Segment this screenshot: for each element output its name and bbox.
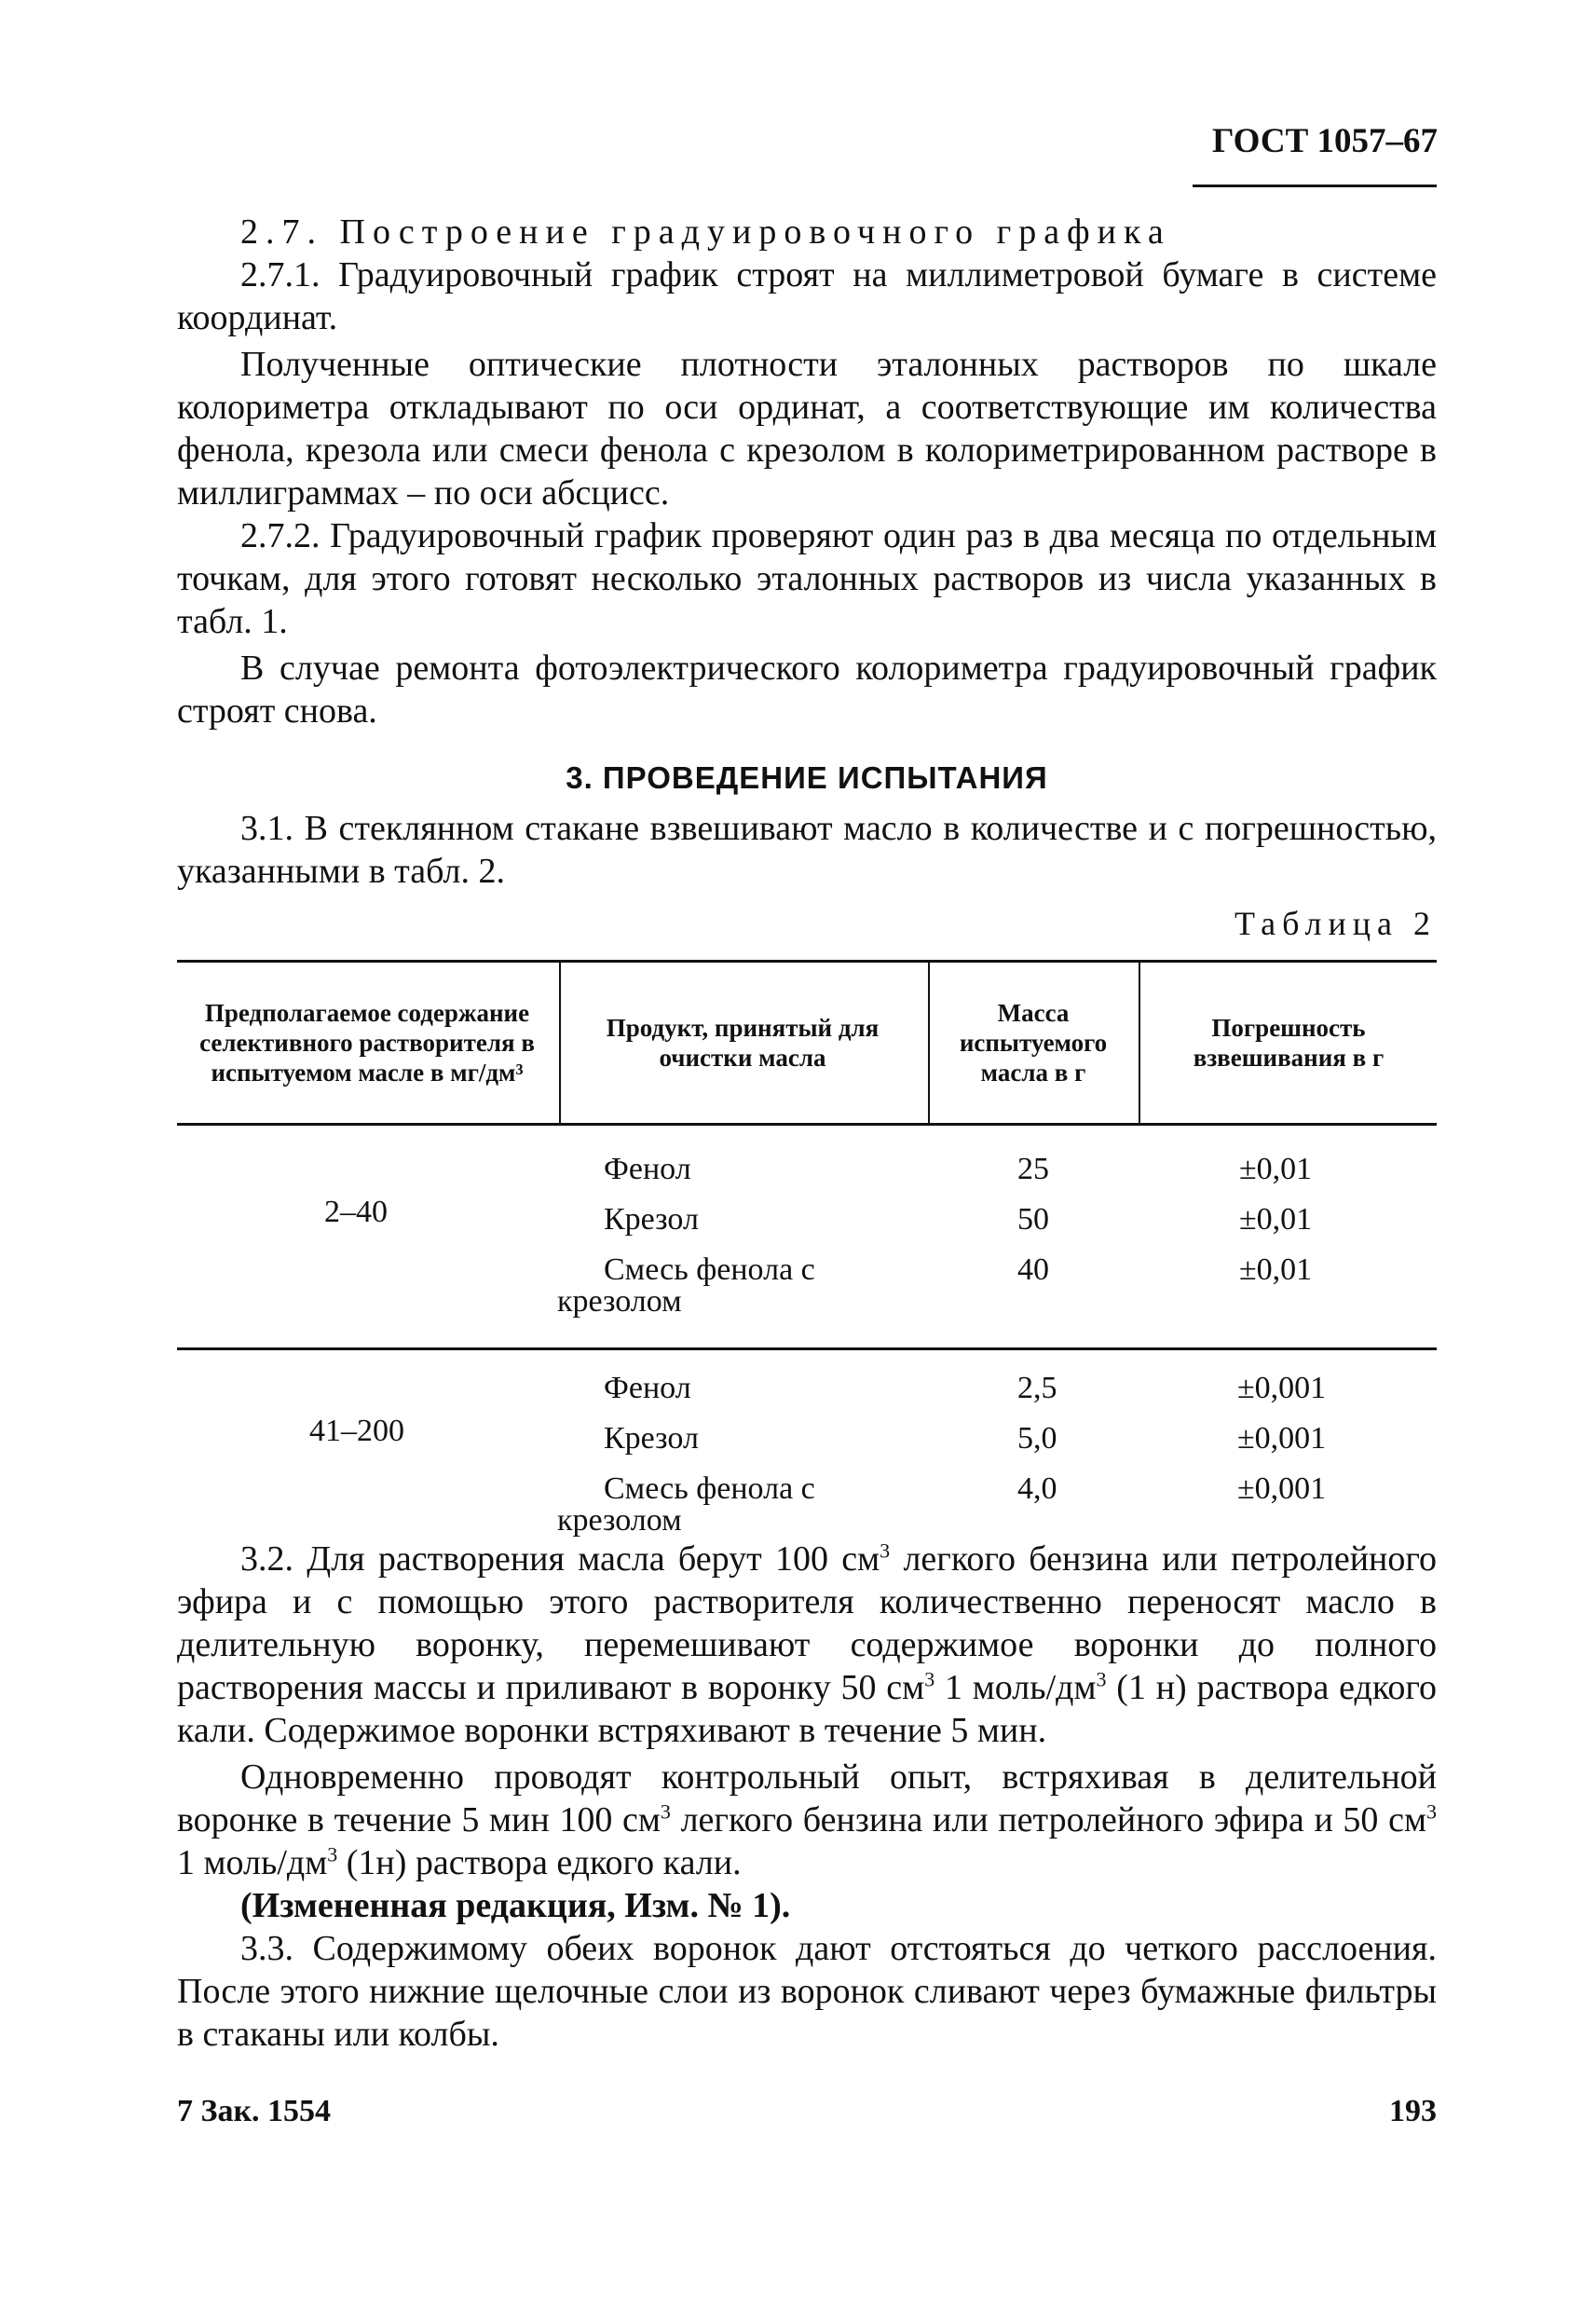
error-cell: ±0,001 bbox=[1237, 1471, 1327, 1506]
section-2-7-title: 2.7. Построение градуировочного графика bbox=[240, 212, 1171, 252]
paragraph-3-2: 3.2. Для растворения масла берут 100 $см^3$ легкого бензина или петролейного эфира и с помощью этого растворителя количественно переносят масло в делительную воронку, перемешивают содержимое воронки до полного растворения массы и приливают в воронку 50 $см^3$ 1 моль/$дм^3$ (1 н) раствора едкого кали. Содержимое воронки встряхивают в течение 5 мин. bbox=[177, 1538, 1437, 1750]
mass-cell: 2,5 bbox=[1017, 1371, 1057, 1405]
table-row-cont bbox=[177, 1282, 1437, 1320]
table-group bbox=[177, 1350, 1437, 1566]
header-product: Продукт, принятый для очистки масла bbox=[606, 1014, 880, 1072]
paragraph-2-7-1: 2.7.1. Градуировочный график строят на миллиметровой бумаге в системе координат. bbox=[177, 255, 1437, 337]
paragraph-2-7-1-cont: Полученные оптические плотности эталонных растворов по шкале колориметра откладывают по оси ординат, а соответствующие им количества фенола, крезола или смеси фенола с крезолом в колориметрированном растворе в миллиграммах – по оси абсцисс. bbox=[177, 345, 1437, 513]
table-2 bbox=[177, 960, 1437, 1566]
document-code: ГОСТ 1057–67 bbox=[1212, 122, 1438, 160]
product-cell-cont: крезолом bbox=[557, 1503, 682, 1538]
table-row bbox=[177, 1464, 1437, 1506]
table-row bbox=[177, 1195, 1437, 1245]
header-rule bbox=[1193, 185, 1437, 187]
table-header bbox=[177, 960, 1437, 1126]
product-cell: Крезол bbox=[604, 1202, 699, 1237]
mass-cell: 25 bbox=[1017, 1152, 1049, 1186]
table-row bbox=[177, 1245, 1437, 1287]
mass-cell: 40 bbox=[1017, 1252, 1049, 1287]
product-cell-cont: крезолом bbox=[557, 1284, 682, 1319]
product-cell: Крезол bbox=[604, 1421, 699, 1456]
section-3-title: 3. ПРОВЕДЕНИЕ ИСПЫТАНИЯ bbox=[566, 760, 1048, 795]
paragraph-3-2-cont: Одновременно проводят контрольный опыт, встряхивая в делительной воронке в течение 5 мин 100 $см^3$ легкого бензина или петролейного эфира и 50 $см^3$ 1 моль/$дм^3$ (1н) раствора едкого кали. bbox=[177, 1757, 1437, 1882]
error-cell: ±0,01 bbox=[1239, 1202, 1313, 1237]
error-cell: ±0,001 bbox=[1237, 1421, 1327, 1456]
paragraph-3-1: 3.1. В стеклянном стакане взвешивают масло в количестве и с погрешностью, указанными в табл. 2. bbox=[177, 809, 1437, 891]
product-cell: Фенол bbox=[604, 1371, 691, 1405]
paragraph-3-3: 3.3. Содержимому обеих воронок дают отстояться до четкого расслоения. После этого нижние щелочные слои из воронок сливают через бумажные фильтры в стаканы или колбы. bbox=[177, 1929, 1437, 2054]
text-block-lower bbox=[177, 1538, 1437, 2056]
range-cell: 41–200 bbox=[309, 1414, 404, 1448]
paragraph-2-7-2-cont: В случае ремонта фотоэлектрического колориметра градуировочный график строят снова. bbox=[177, 649, 1437, 731]
paragraph-2-7-2: 2.7.2. Градуировочный график проверяют один раз в два месяца по отдельным точкам, для этого готовят несколько эталонных растворов из числа указанных в табл. 1. bbox=[177, 516, 1437, 641]
footer-order-number: 7 Зак. 1554 bbox=[177, 2094, 332, 2128]
table-row bbox=[177, 1414, 1437, 1464]
product-cell: Фенол bbox=[604, 1152, 691, 1186]
range-cell: 2–40 bbox=[324, 1195, 388, 1229]
mass-cell: 5,0 bbox=[1017, 1421, 1057, 1456]
table-row bbox=[177, 1144, 1437, 1195]
error-cell: ±0,01 bbox=[1239, 1252, 1313, 1287]
mass-cell: 50 bbox=[1017, 1202, 1049, 1237]
product-cell: Смесь фенола с bbox=[604, 1252, 815, 1287]
page-number: 193 bbox=[1389, 2094, 1437, 2128]
table-row-cont bbox=[177, 1501, 1437, 1538]
table-caption: Таблица 2 bbox=[1235, 905, 1437, 942]
table-row bbox=[177, 1363, 1437, 1414]
product-cell: Смесь фенола с bbox=[604, 1471, 815, 1506]
error-cell: ±0,001 bbox=[1237, 1371, 1327, 1405]
header-error: Погрешность взвешивания в г bbox=[1193, 1014, 1385, 1072]
edit-note: (Измененная редакция, Изм. № 1). bbox=[240, 1886, 791, 1925]
error-cell: ±0,01 bbox=[1239, 1152, 1313, 1186]
table-group bbox=[177, 1126, 1437, 1347]
text-block-upper bbox=[177, 211, 1437, 893]
mass-cell: 4,0 bbox=[1017, 1471, 1057, 1506]
header-mass: Масса испытуемого масла в г bbox=[959, 999, 1108, 1087]
header-content: Предполагаемое содержание селективного растворителя в испытуемом масле в мг/дм³ bbox=[199, 999, 535, 1087]
